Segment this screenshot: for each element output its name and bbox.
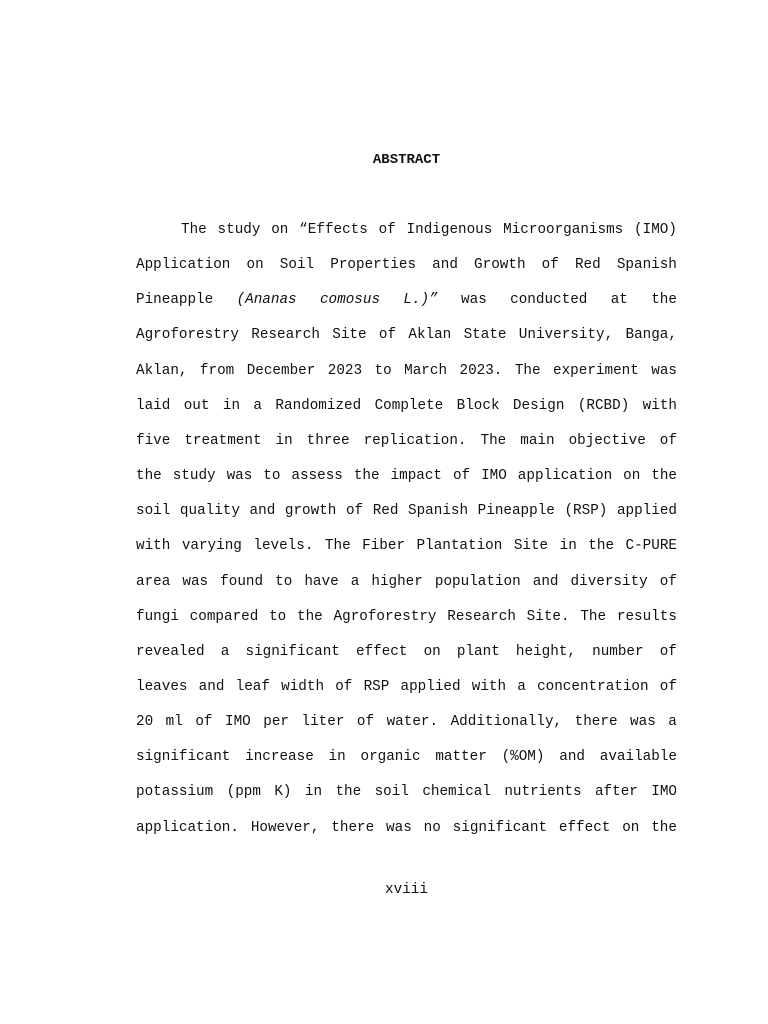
body-word: liter [301, 714, 345, 731]
body-word: there [331, 819, 375, 836]
body-line [136, 677, 677, 712]
body-word: The [324, 538, 351, 555]
body-word: a [668, 714, 677, 731]
body-word: have [304, 573, 339, 590]
body-word: concentration [537, 678, 649, 695]
body-word: of [378, 327, 397, 344]
body-word: at [610, 292, 628, 309]
body-word: results [616, 608, 677, 625]
body-word: IMO [481, 468, 507, 485]
body-word: levels. [253, 538, 314, 555]
body-word: on [623, 468, 641, 485]
body-word: (%OM) [501, 749, 545, 766]
body-word: laid [136, 397, 171, 414]
body-line [136, 607, 677, 642]
body-word: to [269, 608, 287, 625]
body-word: Research [447, 608, 516, 625]
body-word: there [574, 714, 618, 731]
body-word: of [659, 643, 677, 660]
body-word: revealed [136, 643, 205, 660]
body-word: March [404, 362, 448, 379]
body-word: a [517, 678, 526, 695]
body-word: However, [250, 819, 320, 836]
body-word: IMO [651, 784, 677, 801]
body-word: applied [616, 503, 677, 520]
body-word: in [304, 784, 323, 801]
body-word: the [651, 292, 677, 309]
body-word: Plantation [416, 538, 503, 555]
body-word: State [463, 327, 507, 344]
body-word: was [461, 292, 487, 309]
body-word: the [335, 784, 362, 801]
body-word: increase [245, 749, 314, 766]
body-word: higher [371, 573, 423, 590]
body-word: (ppm [226, 784, 261, 801]
body-word: Pineapple [477, 503, 555, 520]
body-word: Site [513, 538, 549, 555]
body-word: application [517, 468, 613, 485]
body-word: Indigenous [406, 222, 493, 238]
body-word: (IMO) [634, 222, 677, 238]
body-line [136, 255, 677, 290]
body-word: in [222, 397, 241, 414]
body-word: Spanish [616, 257, 677, 274]
body-word: objective [568, 432, 646, 449]
body-word: Design [512, 397, 565, 414]
body-line [136, 290, 677, 325]
body-word: Site [332, 327, 367, 344]
body-line [136, 396, 677, 431]
body-word: and [559, 749, 585, 766]
body-word: “Effects [299, 222, 368, 238]
body-word: Complete [374, 397, 444, 414]
body-word: main [520, 432, 555, 449]
body-line [136, 501, 677, 536]
body-word: of [659, 432, 677, 449]
body-line [136, 361, 677, 396]
body-word: on [622, 819, 640, 836]
body-word: on [271, 222, 289, 238]
body-word: ml [165, 714, 183, 731]
body-word: and [249, 503, 276, 520]
body-word: potassium [136, 784, 214, 801]
body-word: five [136, 432, 171, 449]
body-word: to [374, 362, 392, 379]
body-word: and [532, 573, 559, 590]
body-word: Block [456, 397, 500, 414]
body-word: K) [274, 784, 292, 801]
body-word: of [335, 678, 353, 695]
body-word: conducted [510, 292, 588, 309]
body-word: a [220, 643, 230, 660]
body-word: soil [136, 503, 171, 520]
body-word: replication. [363, 432, 467, 449]
body-word: significant [245, 643, 340, 660]
body-word: with [136, 538, 171, 555]
body-word: fungi [136, 608, 179, 625]
body-word: study [172, 468, 216, 485]
body-word: to [263, 468, 281, 485]
body-word: significant [136, 749, 231, 766]
body-word: organic [360, 749, 421, 766]
body-word: December [246, 362, 316, 379]
page-number: xviii [385, 882, 428, 898]
body-word: soil [374, 784, 409, 801]
abstract-heading: ABSTRACT [372, 152, 441, 168]
body-word: population [434, 573, 521, 590]
body-word: varying [181, 538, 242, 555]
body-word: a [350, 573, 360, 590]
body-word: plant [456, 643, 500, 660]
body-word: water. [386, 714, 439, 731]
body-word: significant [452, 819, 548, 836]
body-word: the [353, 468, 380, 485]
body-word: leaf [235, 678, 270, 695]
body-word: The [181, 222, 207, 238]
body-word: comosus [319, 292, 381, 309]
body-word: growth [284, 503, 337, 520]
body-word: Spanish [408, 503, 469, 520]
body-word: study [217, 222, 261, 238]
body-word: Fiber [362, 538, 406, 555]
body-word: Microorganisms [503, 222, 624, 238]
body-line [136, 536, 677, 571]
body-word: L.)” [403, 292, 438, 309]
body-word: of [659, 678, 677, 695]
body-word: The [580, 608, 607, 625]
body-word: no [423, 819, 441, 836]
body-word: assess [291, 468, 343, 485]
body-word: was [386, 819, 412, 836]
body-word: to [275, 573, 293, 590]
body-word: chemical [422, 784, 491, 801]
body-word: 2023. [459, 362, 503, 379]
body-line [136, 782, 677, 817]
body-word: Agroforestry [333, 608, 437, 625]
body-word: (RSP) [564, 503, 608, 520]
body-word: IMO [225, 714, 251, 731]
body-word: effect [558, 819, 611, 836]
body-word: Pineapple [136, 292, 214, 309]
body-word: Application [136, 257, 231, 274]
body-line [136, 572, 677, 607]
body-word: a [253, 397, 263, 414]
body-word: with [642, 397, 677, 414]
body-word: matter [435, 749, 487, 766]
body-word: treatment [184, 432, 262, 449]
body-word: width [281, 678, 325, 695]
body-word: diversity [570, 573, 648, 590]
body-word: was [226, 468, 253, 485]
body-line [136, 325, 677, 360]
body-word: Site. [526, 608, 570, 625]
body-line [136, 712, 677, 747]
body-word: was [182, 573, 209, 590]
body-word: The [480, 432, 507, 449]
body-word: quality [179, 503, 240, 520]
body-word: of [452, 468, 471, 485]
body-word: of [378, 222, 396, 238]
body-word: Red [574, 257, 601, 274]
body-line [136, 431, 677, 466]
body-line [136, 818, 677, 853]
body-word: Soil [279, 257, 315, 274]
body-word: in [328, 749, 346, 766]
body-word: experiment [553, 362, 639, 379]
body-word: and [198, 678, 225, 695]
body-word: height, [515, 643, 576, 660]
body-word: area [136, 573, 171, 590]
body-word: with [471, 678, 507, 695]
body-word: and [432, 257, 458, 274]
body-word: effect [355, 643, 408, 660]
body-word: on [246, 257, 264, 274]
body-word: of [541, 257, 559, 274]
body-word: application. [136, 819, 239, 836]
body-line [181, 220, 677, 255]
body-word: Aklan, [136, 362, 188, 379]
body-word: three [306, 432, 350, 449]
body-word: impact [390, 468, 443, 485]
body-word: was [651, 362, 677, 379]
body-word: the [651, 468, 677, 485]
body-word: of [345, 503, 364, 520]
body-line [136, 747, 677, 782]
body-word: in [275, 432, 293, 449]
body-word: out [183, 397, 210, 414]
body-word: the [651, 819, 677, 836]
body-word: 2023 [327, 362, 363, 379]
body-word: 20 [136, 714, 154, 731]
body-word: available [599, 749, 677, 766]
body-word: (RCBD) [577, 397, 630, 414]
body-word: Research [251, 327, 320, 344]
body-word: in [559, 538, 577, 555]
body-word: Growth [474, 257, 526, 274]
body-word: on [423, 643, 441, 660]
body-word: Banga, [625, 327, 677, 344]
body-word: was [630, 714, 656, 731]
body-word: of [659, 573, 677, 590]
body-word: after [594, 784, 638, 801]
body-word: compared [189, 608, 259, 625]
body-word: University, [518, 327, 614, 344]
body-word: of [356, 714, 375, 731]
body-word: the [588, 538, 615, 555]
body-word: found [220, 573, 264, 590]
body-word: Properties [330, 257, 417, 274]
body-word: nutrients [504, 784, 582, 801]
body-word: Agroforestry [136, 327, 239, 344]
body-word: the [136, 468, 162, 485]
body-word: Aklan [408, 327, 452, 344]
body-word: applied [400, 678, 461, 695]
body-word: Randomized [275, 397, 362, 414]
body-word: The [514, 362, 541, 379]
body-word: (Ananas [236, 292, 297, 309]
body-word: of [195, 714, 213, 731]
body-word: the [297, 608, 323, 625]
body-word: Additionally, [450, 714, 563, 731]
body-word: C-PURE [625, 538, 677, 555]
body-word: Red [372, 503, 399, 520]
body-line [136, 642, 677, 677]
body-word: leaves [136, 678, 188, 695]
body-word: RSP [363, 678, 390, 695]
body-word: from [199, 362, 235, 379]
body-word: per [263, 714, 290, 731]
body-word: number [592, 643, 644, 660]
body-line [136, 466, 677, 501]
